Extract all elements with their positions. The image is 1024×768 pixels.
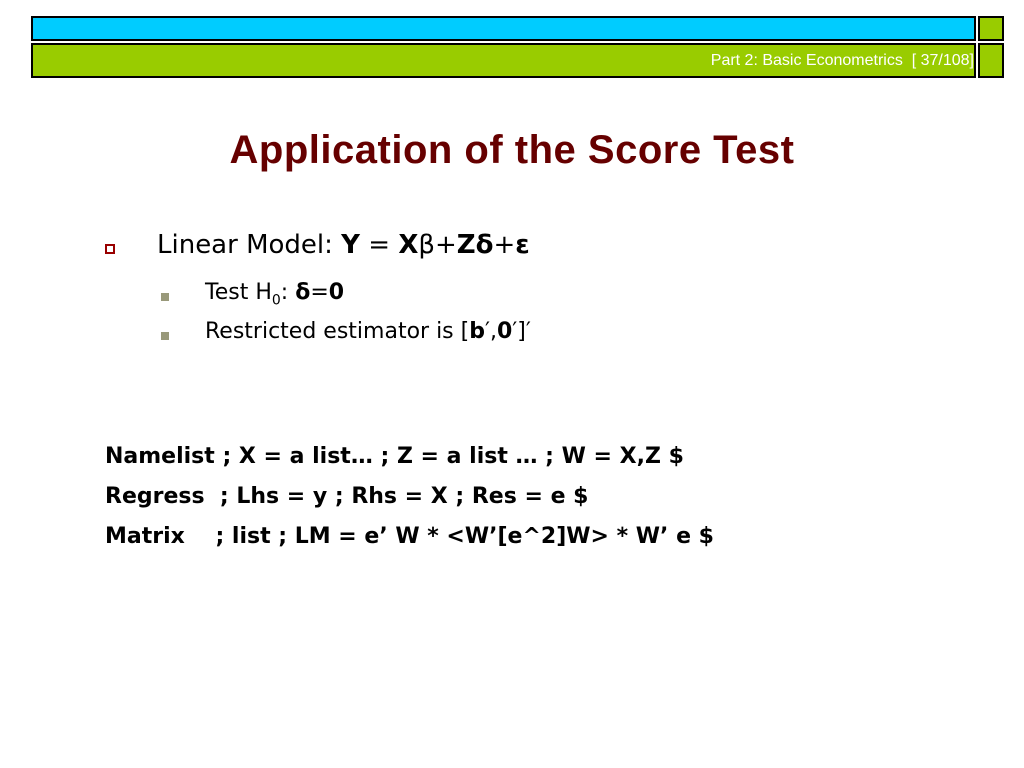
header-bar-top [31, 16, 976, 41]
slide-number: Part 2: Basic Econometrics [ 37/108] [710, 52, 974, 69]
header-corner-square [978, 16, 1004, 41]
bullet-linear-model: Linear Model: Y = Xβ+Zδ+ε [157, 230, 530, 260]
hollow-square-bullet-icon [105, 244, 115, 254]
square-bullet-icon [161, 332, 169, 340]
slide-title: Application of the Score Test [229, 128, 795, 172]
header-side-block [978, 43, 1004, 78]
bullet-restricted-estimator: Restricted estimator is [b′,0′]′ [205, 319, 531, 344]
square-bullet-icon [161, 293, 169, 301]
code-line-namelist: Namelist ; X = a list… ; Z = a list … ; W = X,Z $ [105, 444, 684, 469]
code-line-matrix: Matrix ; list ; LM = e’ W * <W’[e^2]W> * W’ e $ [105, 524, 714, 549]
bullet-test-h0: Test $H_0$: δ=0 [205, 280, 345, 309]
code-line-regress: Regress ; Lhs = y ; Rhs = X ; Res = e $ [105, 484, 589, 509]
